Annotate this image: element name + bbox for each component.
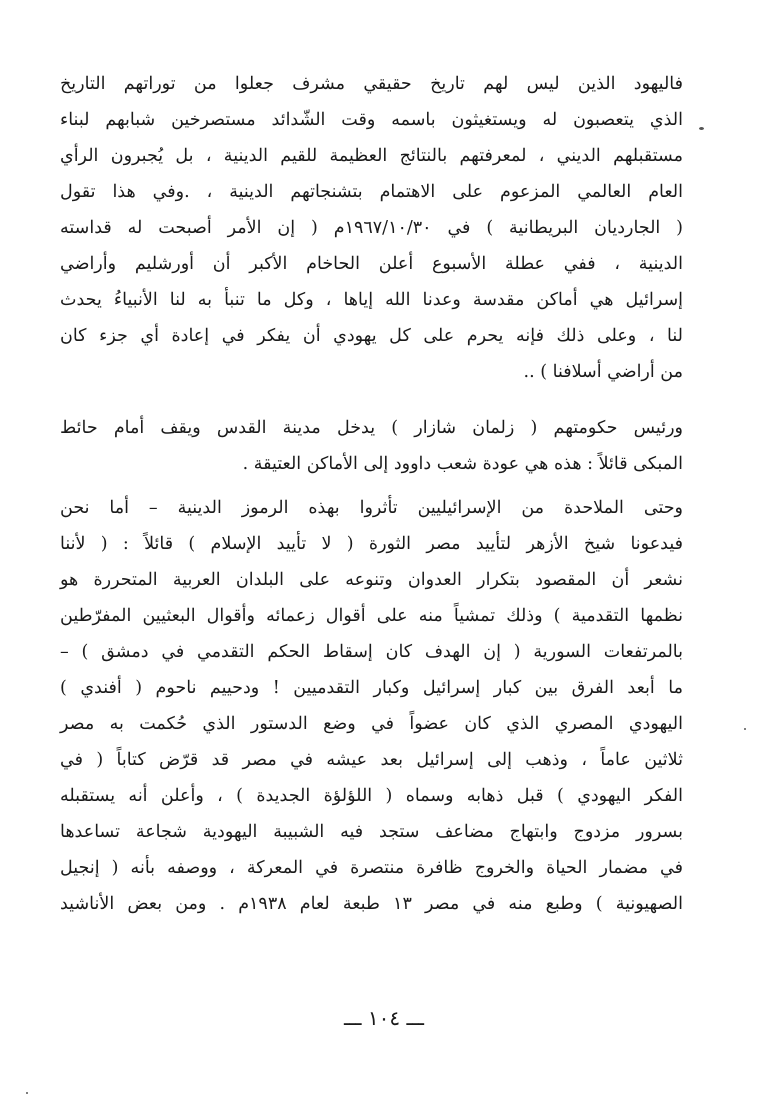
scan-speck <box>26 1092 28 1094</box>
text-line: إسرائيل هي أماكن مقدسة وعدنا الله إياها ، وكل ما تنبأ به لنا الأنبياءُ يحدث <box>60 290 683 310</box>
text-line: نظمها التقدمية ) وذلك تمشياً منه على أقوال زعمائه وأقوال البعثيين المفرّطين <box>60 606 683 626</box>
text-line: وحتى الملاحدة من الإسرائيليين تأثروا بهذه الرموز الدينية – أما نحن <box>60 498 683 518</box>
text-line: اليهودي المصري الذي كان عضواً في وضع الدستور الذي حُكمت به مصر <box>60 714 683 734</box>
text-line: مستقبلهم الديني ، لمعرفتهم بالنتائج العظيمة للقيم الدينية ، بل يُجبرون الرأي <box>60 146 683 166</box>
text-line: ( الجارديان البريطانية ) في ١٩٦٧/١٠/٣٠م ( إن الأمر أصبحت له قداسته <box>60 218 684 238</box>
text-line: ثلاثين عاماً ، وذهب إلى إسرائيل بعد عيشه في مصر قد قرّض كتاباً ( في <box>60 750 683 770</box>
paragraph-1 <box>60 66 683 390</box>
text-line: الصهيونية ) وطبع منه في مصر ١٣ طبعة لعام ١٩٣٨م . ومن بعض الأناشيد <box>60 894 683 914</box>
page-number: ـــ ١٠٤ ـــ <box>343 1006 425 1030</box>
text-line: بالمرتفعات السورية ( إن الهدف كان إسقاط الحكم التقدمي في دمشق ) – <box>60 642 683 662</box>
text-line: من أراضي أسلافنا ) .. <box>523 362 683 382</box>
text-line: الدينية ، ففي عطلة الأسبوع أعلن الحاخام الأكبر أن أورشليم وأراضي <box>60 254 683 274</box>
text-line: فيدعونا شيخ الأزهر لتأييد مصر الثورة ( لا تأييد الإسلام ) قائلاً : ( لأننا <box>60 534 683 554</box>
text-line: العام العالمي المزعوم على الاهتمام بتشنجاتهم الدينية ، .وفي هذا تقول <box>60 182 683 202</box>
text-line: المبكى قائلاً : هذه هي عودة شعب داوود إلى الأماكن العتيقة . <box>242 454 683 474</box>
text-line: فاليهود الذين ليس لهم تاريخ حقيقي مشرف جعلوا من توراتهم التاريخ <box>60 74 683 94</box>
text-line: ما أبعد الفرق بين كبار إسرائيل وكبار التقدميين ! ودحييم ناحوم ( أفندي ) <box>60 678 683 698</box>
paragraph-2 <box>60 410 683 482</box>
text-line: الذي يتعصبون له ويستغيثون باسمه وقت الشّدائد مستصرخين شبابهم لبناء <box>60 110 683 130</box>
paragraph-3 <box>60 490 683 922</box>
scan-speck <box>699 127 704 130</box>
text-line: نشعر أن المقصود بتكرار العدوان وتنوعه على البلدان العربية المتحررة هو <box>60 570 683 590</box>
text-line: بسرور مزدوج وابتهاج مضاعف ستجد فيه الشبيبة اليهودية شجاعة تساعدها <box>60 822 683 842</box>
text-line: الفكر اليهودي ) قبل ذهابه وسماه ( اللؤلؤة الجديدة ) ، وأعلن أنه يستقبله <box>60 786 683 806</box>
page-body <box>60 66 683 922</box>
paragraph-gap <box>60 482 683 490</box>
scan-speck <box>744 728 746 730</box>
text-line: ورئيس حكومتهم ( زلمان شازار ) يدخل مدينة القدس ويقف أمام حائط <box>60 418 683 438</box>
text-line: في مضمار الحياة والخروج ظافرة منتصرة في المعركة ، ووصفه بأنه ( إنجيل <box>60 858 683 878</box>
text-line: لنا ، وعلى ذلك فإنه يحرم على كل يهودي أن يفكر في إعادة أي جزء كان <box>60 326 683 346</box>
paragraph-gap <box>60 390 683 410</box>
